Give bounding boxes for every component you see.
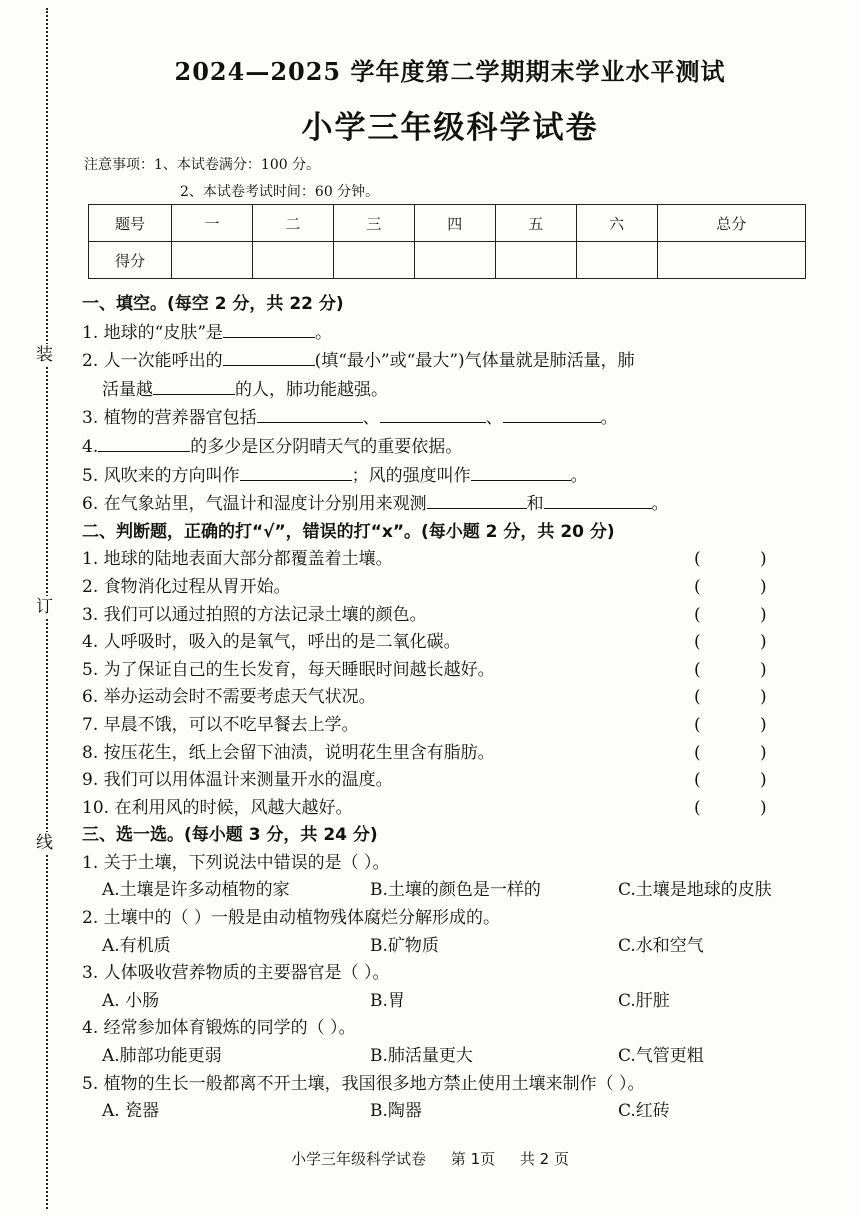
choice-option-a[interactable]: A.肺部功能更弱 [102, 1046, 222, 1067]
fill-question-2-cont: 活量越 的人，肺功能越强。 [82, 376, 822, 405]
score-input-cell[interactable] [495, 242, 576, 279]
choice-option-c[interactable]: C.土壤是地球的皮肤 [618, 880, 772, 901]
answer-parentheses[interactable]: ( ) [694, 742, 767, 763]
choice-option-b[interactable]: B.胃 [370, 990, 405, 1011]
answer-parentheses[interactable]: ( ) [694, 549, 767, 570]
section-1-title: 一、填空。(每空 2 分，共 22 分) [82, 294, 344, 314]
answer-parentheses[interactable]: ( ) [694, 576, 767, 597]
score-cell: 五 [495, 205, 576, 242]
judge-item: 1. 地球的陆地表面大部分都覆盖着土壤。 ( ) [82, 546, 822, 574]
score-cell: 六 [576, 205, 657, 242]
choice-option-c[interactable]: C.气管更粗 [618, 1046, 704, 1067]
score-input-cell[interactable] [333, 242, 414, 279]
choice-option-a[interactable]: A. 瓷器 [102, 1101, 160, 1122]
choice-option-b[interactable]: B.肺活量更大 [370, 1046, 473, 1067]
score-input-cell[interactable] [252, 242, 333, 279]
choice-option-b[interactable]: B.土壤的颜色是一样的 [370, 880, 541, 901]
fill-question-2: 2. 人一次能呼出的 (填“最小”或“最大”)气体量就是肺活量，肺 [82, 347, 822, 376]
answer-blank[interactable] [98, 433, 190, 452]
answer-parentheses[interactable]: ( ) [694, 632, 767, 653]
fill-question-4: 4. 的多少是区分阴晴天气的重要依据。 [82, 433, 822, 462]
judge-item: 6. 举办运动会时不需要考虑天气状况。 ( ) [82, 684, 822, 712]
score-input-cell[interactable] [172, 242, 253, 279]
choice-option-c[interactable]: C.水和空气 [618, 935, 704, 956]
binding-mark-xian: 线 [36, 833, 53, 853]
answer-blank[interactable] [427, 490, 527, 509]
answer-blank[interactable] [503, 404, 601, 423]
choice-option-a[interactable]: A.土壤是许多动植物的家 [102, 880, 290, 901]
footer-total-pages: 共 2 页 [519, 1150, 569, 1168]
answer-parentheses[interactable]: ( ) [694, 604, 767, 625]
answer-parentheses[interactable]: ( ) [694, 659, 767, 680]
answer-blank[interactable] [257, 404, 363, 423]
choice-option-c[interactable]: C.肝脏 [618, 990, 670, 1011]
answer-parentheses[interactable]: ( ) [694, 770, 767, 791]
choice-question-stem: 4. 经常参加体育锻炼的同学的（ ）。 [82, 1018, 356, 1039]
score-table-header-row [89, 205, 806, 242]
score-cell: 二 [252, 205, 333, 242]
note-1: 注意事项：1、本试卷满分：100 分。 [84, 157, 321, 173]
choice-option-c[interactable]: C.红砖 [618, 1101, 670, 1122]
choice-options [82, 1098, 822, 1126]
judge-item: 9. 我们可以用体温计来测量开水的温度。 ( ) [82, 767, 822, 795]
choice-question-stem: 1. 关于土壤，下列说法中错误的是（ ）。 [82, 852, 390, 873]
score-input-cell[interactable] [576, 242, 657, 279]
answer-blank[interactable] [223, 347, 315, 366]
note-2: 2、本试卷考试时间：60 分钟。 [180, 184, 380, 200]
choice-options [82, 933, 822, 961]
answer-blank[interactable] [544, 490, 652, 509]
answer-blank[interactable] [153, 376, 235, 395]
binding-mark-zhuang: 装 [36, 345, 53, 365]
answer-blank[interactable] [380, 404, 486, 423]
judge-item: 3. 我们可以通过拍照的方法记录土壤的颜色。 ( ) [82, 602, 822, 630]
judge-item: 8. 按压花生，纸上会留下油渍，说明花生里含有脂肪。 ( ) [82, 740, 822, 768]
choice-question-stem: 3. 人体吸收营养物质的主要器官是（ ）。 [82, 963, 390, 984]
score-cell: 得分 [89, 242, 172, 279]
choice-options [82, 1043, 822, 1071]
judge-item: 4. 人呼吸时，吸入的是氧气，呼出的是二氧化碳。 ( ) [82, 629, 822, 657]
exam-subtitle: 小学三年级科学试卷 [301, 110, 599, 146]
judge-item: 5. 为了保证自己的生长发育，每天睡眠时间越长越好。 ( ) [82, 657, 822, 685]
score-cell: 三 [333, 205, 414, 242]
judge-item: 2. 食物消化过程从胃开始。 ( ) [82, 574, 822, 602]
choice-option-b[interactable]: B.陶器 [370, 1101, 422, 1122]
choice-option-b[interactable]: B.矿物质 [370, 935, 439, 956]
score-cell: 四 [414, 205, 495, 242]
answer-blank[interactable] [223, 319, 315, 338]
page-footer [0, 1148, 860, 1169]
fill-question-5: 5. 风吹来的方向叫作 ；风的强度叫作 。 [82, 462, 822, 491]
answer-blank[interactable] [240, 462, 352, 481]
choice-options [82, 877, 822, 905]
section-2-title: 二、判断题，正确的打“√”，错误的打“x”。(每小题 2 分，共 20 分) [82, 521, 615, 542]
score-cell: 题号 [89, 205, 172, 242]
fill-question-6: 6. 在气象站里，气温计和湿度计分别用来观测 和 。 [82, 490, 822, 519]
choice-question-stem: 5. 植物的生长一般都离不开土壤，我国很多地方禁止使用土壤来制作（ ）。 [82, 1073, 645, 1094]
binding-mark-ding: 订 [36, 597, 53, 617]
footer-page-number: 第 1页 [450, 1150, 496, 1168]
score-cell: 一 [172, 205, 253, 242]
score-table [88, 204, 806, 279]
score-table-score-row [89, 242, 806, 279]
answer-blank[interactable] [471, 462, 571, 481]
score-input-cell[interactable] [657, 242, 805, 279]
choice-options [82, 988, 822, 1016]
fill-question-1: 1. 地球的“皮肤”是 。 [82, 319, 822, 348]
answer-parentheses[interactable]: ( ) [694, 797, 767, 818]
answer-parentheses[interactable]: ( ) [694, 714, 767, 735]
choice-question-stem: 2. 土壤中的（ ）一般是由动植物残体腐烂分解形成的。 [82, 908, 501, 929]
choice-option-a[interactable]: A.有机质 [102, 935, 171, 956]
judge-item: 7. 早晨不饿，可以不吃早餐去上学。 ( ) [82, 712, 822, 740]
footer-exam-name: 小学三年级科学试卷 [291, 1150, 427, 1168]
fill-question-3: 3. 植物的营养器官包括 、 、 。 [82, 404, 822, 433]
exam-notes [84, 152, 379, 206]
section-3-title: 三、选一选。(每小题 3 分，共 24 分) [82, 825, 378, 846]
exam-content [82, 291, 822, 1126]
score-input-cell[interactable] [414, 242, 495, 279]
judge-item: 10. 在利用风的时候，风越大越好。 ( ) [82, 795, 822, 823]
exam-title: 2024—2025 学年度第二学期期末学业水平测试 [174, 57, 726, 86]
answer-parentheses[interactable]: ( ) [694, 687, 767, 708]
score-cell: 总分 [657, 205, 805, 242]
choice-option-a[interactable]: A. 小肠 [102, 990, 160, 1011]
